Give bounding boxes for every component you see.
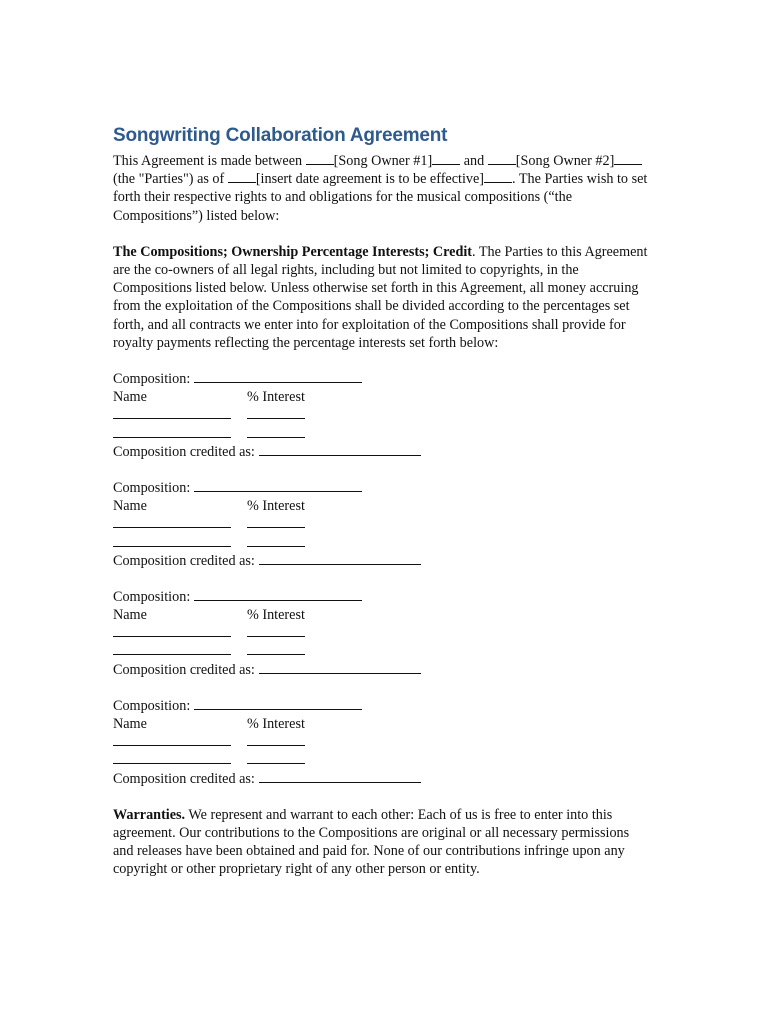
credited-row [113, 770, 653, 788]
owner-interest-field[interactable] [247, 751, 305, 764]
warranties-body: We represent and warrant to each other: Each of us is free to enter into this agreement. Our contributions to the Compositions are original or all necessary permissions and releases have been obtained and paid for. None of our contributions infringe upon any copyright or other proprietary right of any other person or entity. [113, 806, 630, 878]
credited-label: Composition credited as: [113, 552, 255, 569]
owner-interest-field[interactable] [247, 733, 305, 746]
composition-block [113, 479, 653, 570]
owner-interest-field[interactable] [247, 515, 305, 528]
warranties-heading: Warranties. [113, 806, 186, 823]
owner-name-field[interactable] [113, 751, 231, 764]
name-column-label: Name [113, 498, 147, 515]
intro-paragraph [113, 152, 653, 225]
composition-block [113, 370, 653, 461]
name-column-label: Name [113, 389, 147, 406]
composition-label: Composition: [113, 371, 191, 388]
owner-interest-field[interactable] [247, 624, 305, 637]
composition-block [113, 697, 653, 788]
document-title: Songwriting Collaboration Agreement [113, 125, 448, 146]
intro-text-rest: . The Parties wish to set forth their respective rights to and obligations for the musical compositions (“the Compositions”) listed below: [113, 171, 648, 224]
warranties-paragraph [113, 806, 653, 879]
credited-as-field[interactable] [259, 661, 421, 674]
credited-label: Composition credited as: [113, 770, 255, 787]
blank-line[interactable] [228, 170, 256, 183]
credited-label: Composition credited as: [113, 661, 255, 678]
owner-name-field[interactable] [113, 425, 231, 438]
owner-interest-field[interactable] [247, 642, 305, 655]
owner-interest-field[interactable] [247, 406, 305, 419]
credited-as-field[interactable] [259, 443, 421, 456]
owner-name-field[interactable] [113, 733, 231, 746]
owner-name-field[interactable] [113, 515, 231, 528]
owner-row [113, 534, 653, 552]
composition-title-field[interactable] [194, 370, 362, 383]
document-page [113, 124, 653, 879]
parties-as-of-text: (the "Parties") as of [113, 171, 225, 188]
credited-row [113, 661, 653, 679]
interest-column-label: % Interest [247, 498, 305, 515]
composition-row [113, 588, 653, 606]
song-owner-1-placeholder: [Song Owner #1] [333, 153, 433, 169]
composition-blocks [113, 370, 653, 788]
owner-row [113, 406, 653, 424]
intro-text-start: This Agreement is made between [113, 153, 303, 169]
song-owner-2-placeholder-a: [Song Owner [515, 153, 592, 169]
owner-row [113, 425, 653, 443]
composition-label: Composition: [113, 697, 191, 714]
owner-row [113, 515, 653, 533]
owner-name-field[interactable] [113, 642, 231, 655]
composition-title-field[interactable] [194, 588, 362, 601]
composition-label: Composition: [113, 479, 191, 496]
header-row [113, 606, 653, 624]
blank-line[interactable] [484, 170, 512, 183]
composition-label: Composition: [113, 588, 191, 605]
credited-as-field[interactable] [259, 770, 421, 783]
composition-row [113, 370, 653, 388]
header-row [113, 388, 653, 406]
composition-row [113, 697, 653, 715]
composition-title-field[interactable] [194, 479, 362, 492]
owner-row [113, 751, 653, 769]
blank-line[interactable] [306, 152, 334, 165]
interest-column-label: % Interest [247, 389, 305, 406]
and-text: and [463, 153, 485, 169]
owner-interest-field[interactable] [247, 534, 305, 547]
owner-row [113, 733, 653, 751]
header-row [113, 715, 653, 733]
song-owner-2-placeholder-b: #2] [595, 153, 615, 169]
owner-name-field[interactable] [113, 624, 231, 637]
composition-block [113, 588, 653, 679]
compositions-body: . The Parties to this Agreement are the co-owners of all legal rights, including but not limited to copyrights, in the Compositions listed below. Unless otherwise set forth in this Agreement, all money accruing from the exploitation of the Compositions shall be divided according to the percentages set forth, and all contracts we enter into for exploitation of the Compositions shall provide for royalty payments reflecting the percentage interests set forth below: [113, 243, 648, 351]
credited-row [113, 443, 653, 461]
compositions-paragraph [113, 243, 653, 352]
credited-row [113, 552, 653, 570]
header-row [113, 497, 653, 515]
owner-name-field[interactable] [113, 406, 231, 419]
interest-column-label: % Interest [247, 716, 305, 733]
credited-as-field[interactable] [259, 552, 421, 565]
name-column-label: Name [113, 607, 147, 624]
blank-line[interactable] [488, 152, 516, 165]
compositions-heading: The Compositions; Ownership Percentage Interests; Credit [113, 243, 472, 260]
owner-interest-field[interactable] [247, 425, 305, 438]
interest-column-label: % Interest [247, 607, 305, 624]
blank-line[interactable] [432, 152, 460, 165]
composition-title-field[interactable] [194, 697, 362, 710]
name-column-label: Name [113, 716, 147, 733]
owner-row [113, 642, 653, 660]
owner-name-field[interactable] [113, 534, 231, 547]
composition-row [113, 479, 653, 497]
credited-label: Composition credited as: [113, 443, 255, 460]
owner-row [113, 624, 653, 642]
blank-line[interactable] [614, 152, 642, 165]
date-placeholder: [insert date agreement is to be effective] [255, 171, 485, 188]
